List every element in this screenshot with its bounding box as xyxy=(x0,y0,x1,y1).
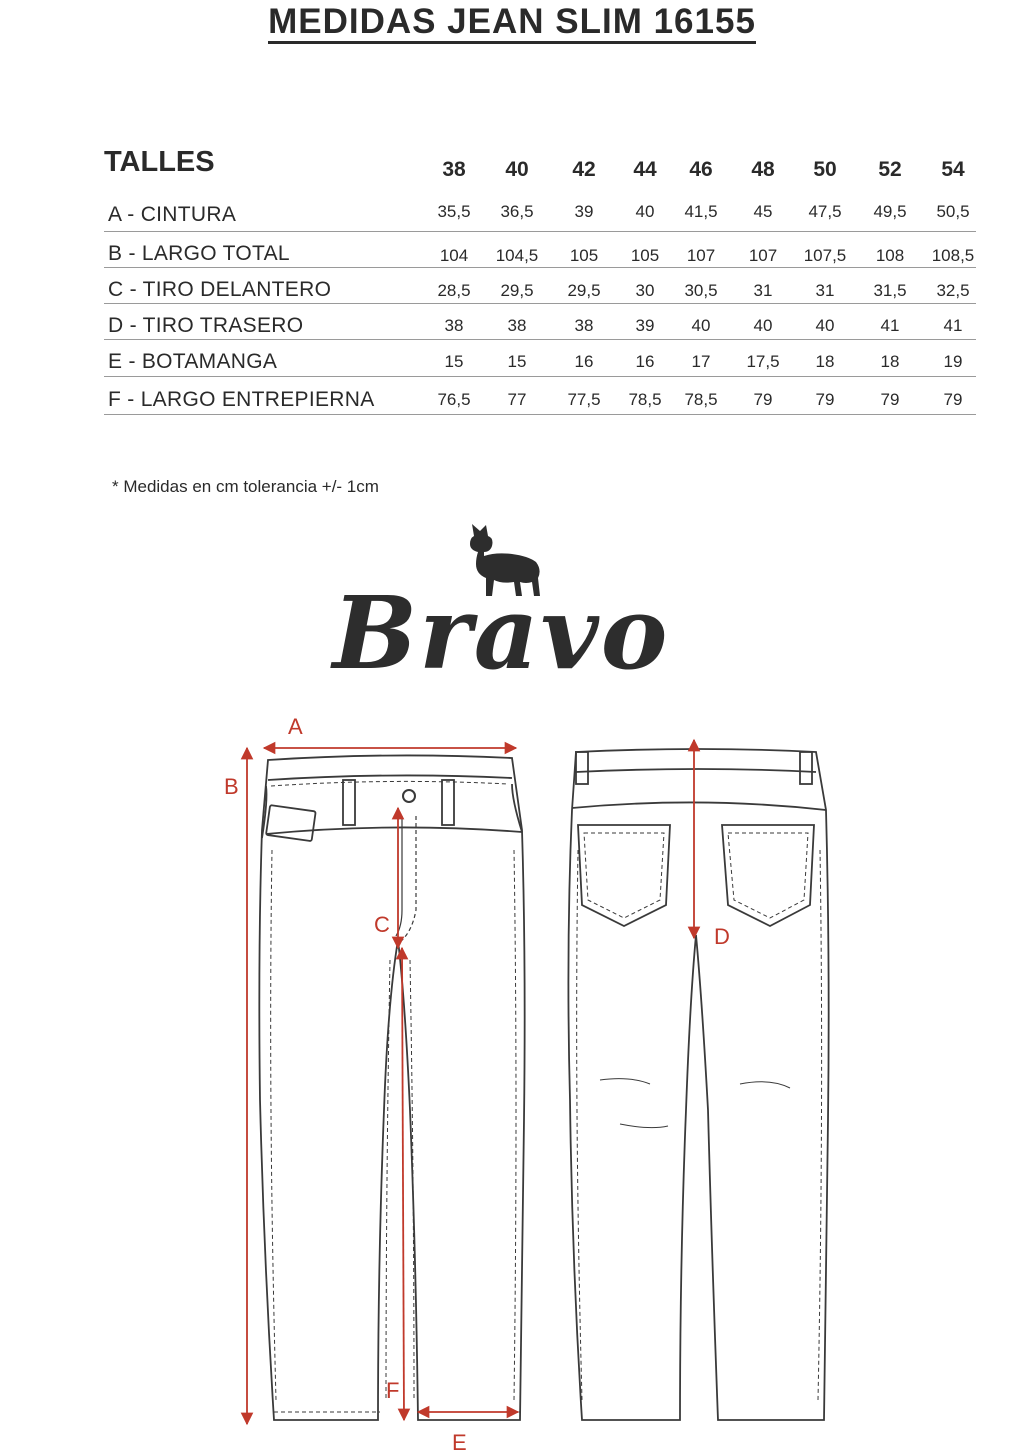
size-column-header: 44 xyxy=(633,158,657,181)
measure-cell: 30 xyxy=(635,281,655,300)
measure-cell: 31 xyxy=(815,281,835,300)
measure-cell: 79 xyxy=(880,390,900,409)
size-column-header: 52 xyxy=(878,158,902,181)
measure-cell: 104 xyxy=(439,246,469,265)
page-title-text: MEDIDAS JEAN SLIM 16155 xyxy=(268,2,756,44)
measure-cell: 17,5 xyxy=(746,352,780,371)
measure-cell: 45 xyxy=(753,202,773,221)
measure-label-c: C xyxy=(374,912,390,937)
measure-label-e: E xyxy=(452,1430,467,1452)
measure-cell: 31,5 xyxy=(873,281,907,300)
measure-row-label: E - BOTAMANGA xyxy=(108,350,278,373)
page-title xyxy=(0,2,1024,42)
measure-cell: 16 xyxy=(574,352,594,371)
measure-cell: 41,5 xyxy=(684,202,718,221)
measure-row-label: D - TIRO TRASERO xyxy=(108,314,304,337)
measure-cell: 31 xyxy=(753,281,773,300)
measure-cell: 39 xyxy=(635,316,655,335)
measure-cell: 15 xyxy=(444,352,464,371)
table-header-label: TALLES xyxy=(104,146,215,178)
measure-cell: 40 xyxy=(753,316,773,335)
measure-row-label: B - LARGO TOTAL xyxy=(108,242,290,265)
button-icon xyxy=(403,790,415,802)
measure-label-a: A xyxy=(288,714,303,739)
measure-row-label: C - TIRO DELANTERO xyxy=(108,278,332,301)
measurement-lines xyxy=(247,740,694,1424)
measure-cell: 38 xyxy=(507,316,527,335)
measure-cell: 30,5 xyxy=(684,281,718,300)
measure-cell: 38 xyxy=(444,316,464,335)
measure-cell: 107 xyxy=(748,246,778,265)
measure-cell: 35,5 xyxy=(437,202,471,221)
measure-cell: 79 xyxy=(943,390,963,409)
measure-cell: 108 xyxy=(875,246,905,265)
table-row-divider xyxy=(104,303,976,304)
measure-cell: 79 xyxy=(753,390,773,409)
measure-row-label: F - LARGO ENTREPIERNA xyxy=(108,388,375,411)
measure-cell: 105 xyxy=(569,246,599,265)
brand-logo xyxy=(316,514,686,694)
size-column-header: 40 xyxy=(505,158,529,181)
table-row-divider xyxy=(104,231,976,232)
size-column-header: 38 xyxy=(442,158,466,181)
measure-row-label: A - CINTURA xyxy=(108,203,237,226)
measure-cell: 18 xyxy=(880,352,900,371)
size-column-header: 42 xyxy=(572,158,596,181)
measure-cell: 77 xyxy=(507,390,527,409)
measure-cell: 41 xyxy=(943,316,963,335)
table-row-divider xyxy=(104,414,976,415)
table-row-divider xyxy=(104,267,976,268)
measure-cell: 105 xyxy=(630,246,660,265)
measure-line-f xyxy=(402,948,404,1420)
measure-cell: 78,5 xyxy=(628,390,662,409)
size-column-header: 54 xyxy=(941,158,965,181)
measure-cell: 107 xyxy=(686,246,716,265)
brand-wordmark: Bravo xyxy=(332,574,670,692)
measure-cell: 36,5 xyxy=(500,202,534,221)
measure-cell: 32,5 xyxy=(936,281,970,300)
measure-cell: 108,5 xyxy=(931,246,975,265)
measure-cell: 78,5 xyxy=(684,390,718,409)
measure-cell: 50,5 xyxy=(936,202,970,221)
measure-cell: 38 xyxy=(574,316,594,335)
measure-cell: 29,5 xyxy=(500,281,534,300)
measure-label-f: F xyxy=(386,1378,400,1403)
measure-cell: 107,5 xyxy=(803,246,847,265)
back-jeans-view xyxy=(568,749,828,1420)
measure-cell: 19 xyxy=(943,352,963,371)
measure-cell: 17 xyxy=(691,352,711,371)
measure-cell: 15 xyxy=(507,352,527,371)
measure-cell: 28,5 xyxy=(437,281,471,300)
size-column-header: 48 xyxy=(751,158,775,181)
size-column-header: 46 xyxy=(689,158,713,181)
jeans-diagram xyxy=(0,700,1024,1452)
measure-label-d: D xyxy=(714,924,730,949)
measure-cell: 18 xyxy=(815,352,835,371)
measure-cell: 40 xyxy=(815,316,835,335)
measure-cell: 41 xyxy=(880,316,900,335)
tolerance-note: * Medidas en cm tolerancia +/- 1cm xyxy=(112,477,379,496)
measure-cell: 40 xyxy=(691,316,711,335)
measure-cell: 49,5 xyxy=(873,202,907,221)
measure-cell: 77,5 xyxy=(567,390,601,409)
table-row-divider xyxy=(104,339,976,340)
measure-label-b: B xyxy=(224,774,239,799)
measure-cell: 47,5 xyxy=(808,202,842,221)
measure-cell: 29,5 xyxy=(567,281,601,300)
size-column-header: 50 xyxy=(813,158,837,181)
measure-cell: 76,5 xyxy=(437,390,471,409)
table-row-divider xyxy=(104,376,976,377)
front-jeans-view xyxy=(259,755,524,1420)
measure-cell: 16 xyxy=(635,352,655,371)
measure-cell: 79 xyxy=(815,390,835,409)
measure-cell: 39 xyxy=(574,202,594,221)
measure-cell: 40 xyxy=(635,202,655,221)
measure-cell: 104,5 xyxy=(495,246,539,265)
